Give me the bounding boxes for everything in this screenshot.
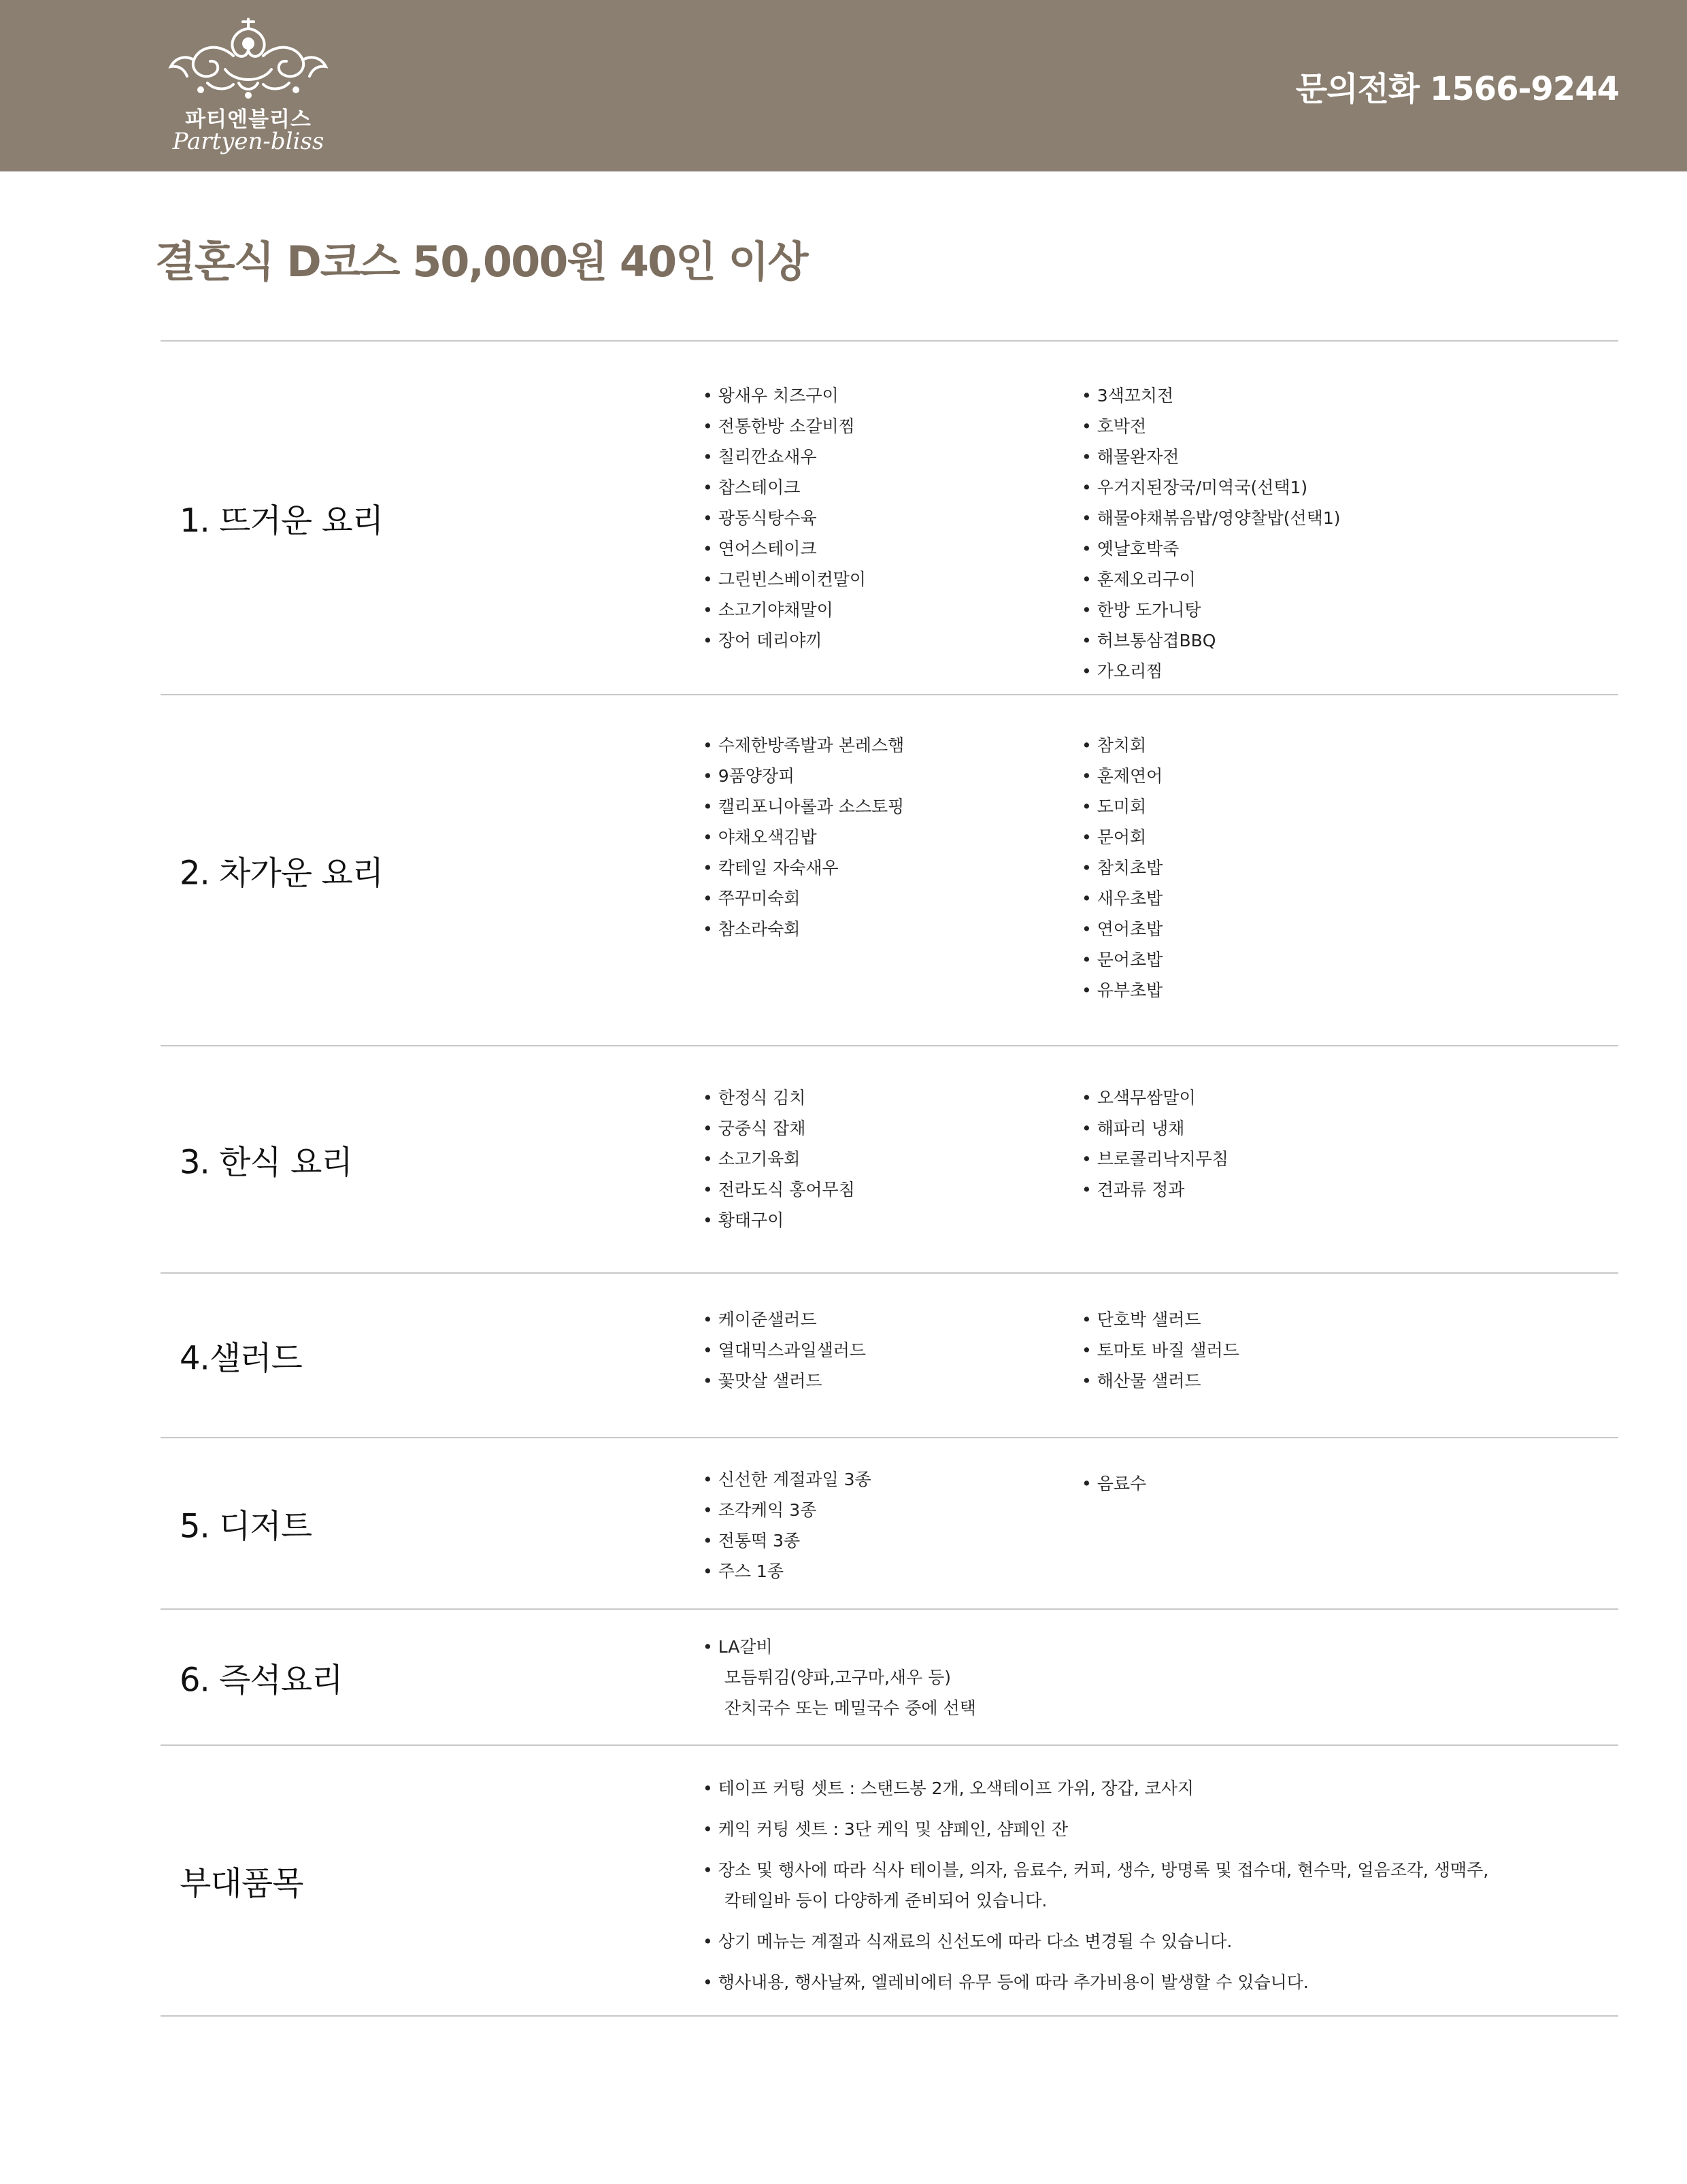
menu-item: • 허브통삼겹BBQ <box>1082 625 1341 656</box>
page-title: 결혼식 D코스 50,000원 40인 이상 <box>155 237 807 286</box>
page-header <box>0 0 1687 171</box>
menu-column-right <box>1082 1304 1239 1396</box>
menu-item: • 황태구이 <box>703 1205 855 1236</box>
menu-item: • 쭈꾸미숙회 <box>703 883 904 914</box>
section-title: 부대품목 <box>180 1864 303 1903</box>
menu-item: • 케이준샐러드 <box>703 1304 866 1335</box>
menu-item: • 해물야채볶음밥/영양찰밥(선택1) <box>1082 503 1341 533</box>
menu-item: • 연어초밥 <box>1082 914 1163 944</box>
section-title: 4.샐러드 <box>180 1339 302 1378</box>
menu-item: • 전통떡 3종 <box>703 1525 871 1556</box>
menu-item: • 주스 1종 <box>703 1556 871 1587</box>
menu-item: • 해산물 샐러드 <box>1082 1366 1239 1396</box>
contact-phone[interactable]: 문의전화 1566-9244 <box>1295 70 1619 108</box>
menu-column-right <box>1082 380 1341 686</box>
menu-item: • 가오리찜 <box>1082 656 1341 686</box>
menu-item: • 훈제연어 <box>1082 761 1163 791</box>
menu-item: • 전통한방 소갈비찜 <box>703 411 866 442</box>
menu-item: • 훈제오리구이 <box>1082 564 1341 595</box>
menu-item: • 참치초밥 <box>1082 853 1163 883</box>
section-title: 2. 차가운 요리 <box>180 854 384 893</box>
note-item: • 테이프 커팅 셋트 : 스탠드봉 2개, 오색테이프 가위, 장갑, 코사지 <box>703 1773 1488 1804</box>
menu-section-dessert <box>161 1438 1618 1610</box>
menu-column-left <box>703 1464 871 1587</box>
menu-item: • 옛날호박죽 <box>1082 533 1341 564</box>
section-title: 5. 디저트 <box>180 1507 312 1546</box>
menu-column-right <box>1082 1468 1146 1499</box>
menu-item: • 견과류 정과 <box>1082 1174 1229 1205</box>
menu-column-left <box>703 1632 976 1723</box>
note-item: • 케익 커팅 셋트 : 3단 케익 및 샴페인, 샴페인 잔 <box>703 1814 1488 1844</box>
menu-item: • 한정식 김치 <box>703 1082 855 1113</box>
menu-section-cold-dishes <box>161 695 1618 1046</box>
menu-column-left <box>703 380 866 656</box>
menu-item: • 호박전 <box>1082 411 1341 442</box>
menu-item: • 도미회 <box>1082 791 1163 822</box>
menu-column-right <box>1082 1082 1229 1205</box>
menu-item: • 그린빈스베이컨말이 <box>703 564 866 595</box>
extras-notes-list <box>703 1773 1488 1998</box>
menu-item: • 열대믹스과일샐러드 <box>703 1335 866 1366</box>
note-item: • 장소 및 행사에 따라 식사 테이블, 의자, 음료수, 커피, 생수, 방명록 및 접수대, 현수막, 얼음조각, 생맥주, <box>703 1855 1488 1885</box>
menu-item: • 조각케익 3종 <box>703 1495 871 1525</box>
menu-section-live-station <box>161 1610 1618 1746</box>
menu-section-hot-dishes <box>161 342 1618 695</box>
note-item: • 행사내용, 행사날짜, 엘레비에터 유무 등에 따라 추가비용이 발생할 수 있습니다. <box>703 1967 1488 1998</box>
menu-table <box>161 340 1618 2017</box>
menu-item: • 오색무쌈말이 <box>1082 1082 1229 1113</box>
menu-item: • 궁중식 잡채 <box>703 1113 855 1144</box>
menu-item: • 광동식탕수육 <box>703 503 866 533</box>
menu-item: • 신선한 계절과일 3종 <box>703 1464 871 1495</box>
menu-item: • LA갈비 <box>703 1632 976 1662</box>
menu-item: • 참치회 <box>1082 730 1163 761</box>
menu-item: • 우거지된장국/미역국(선택1) <box>1082 472 1341 503</box>
menu-column-left <box>703 1304 866 1396</box>
menu-section-extras <box>161 1746 1618 2017</box>
menu-item: • 해물완자전 <box>1082 442 1341 472</box>
section-title: 1. 뜨거운 요리 <box>180 501 384 540</box>
menu-section-salad <box>161 1274 1618 1438</box>
menu-item: • 꽃맛살 샐러드 <box>703 1366 866 1396</box>
menu-item: • 음료수 <box>1082 1468 1146 1499</box>
menu-item: • 전라도식 홍어무침 <box>703 1174 855 1205</box>
menu-item: • 소고기육회 <box>703 1144 855 1174</box>
brand-logo <box>160 15 337 158</box>
menu-item: • 새우초밥 <box>1082 883 1163 914</box>
section-title: 3. 한식 요리 <box>180 1143 352 1182</box>
menu-item: • 유부초밥 <box>1082 975 1163 1006</box>
menu-item: • 3색꼬치전 <box>1082 380 1341 411</box>
menu-column-left <box>703 1082 855 1236</box>
menu-item: • 소고기야채말이 <box>703 595 866 625</box>
menu-item: • 왕새우 치즈구이 <box>703 380 866 411</box>
menu-item: • 장어 데리야끼 <box>703 625 866 656</box>
menu-item: • 수제한방족발과 본레스햄 <box>703 730 904 761</box>
menu-item: • 토마토 바질 샐러드 <box>1082 1335 1239 1366</box>
menu-item: • 브로콜리낙지무침 <box>1082 1144 1229 1174</box>
menu-item: • 단호박 샐러드 <box>1082 1304 1239 1335</box>
menu-item: • 문어회 <box>1082 822 1163 853</box>
menu-item: • 칠리깐쇼새우 <box>703 442 866 472</box>
note-item-continued: 칵테일바 등이 다양하게 준비되어 있습니다. <box>724 1891 1048 1910</box>
menu-item-continued: 모듬튀김(양파,고구마,새우 등) <box>724 1668 952 1687</box>
menu-column-left <box>703 730 904 944</box>
menu-item: • 칵테일 자숙새우 <box>703 853 904 883</box>
menu-item-continued: 잔치국수 또는 메밀국수 중에 선택 <box>724 1698 976 1718</box>
menu-item: • 참소라숙회 <box>703 914 904 944</box>
menu-item: • 해파리 냉채 <box>1082 1113 1229 1144</box>
ornament-emblem-icon <box>160 15 337 103</box>
menu-item: • 한방 도가니탕 <box>1082 595 1341 625</box>
menu-section-korean-dishes <box>161 1046 1618 1274</box>
menu-item: • 야채오색김밥 <box>703 822 904 853</box>
section-title: 6. 즉석요리 <box>180 1661 343 1700</box>
menu-item: • 찹스테이크 <box>703 472 866 503</box>
menu-item: • 문어초밥 <box>1082 944 1163 975</box>
menu-column-right <box>1082 730 1163 1006</box>
note-item: • 상기 메뉴는 계절과 식재료의 신선도에 따라 다소 변경될 수 있습니다. <box>703 1926 1488 1957</box>
logo-korean-text: 파티엔블리스 <box>185 107 312 132</box>
menu-item: • 캘리포니아롤과 소스토핑 <box>703 791 904 822</box>
menu-item: • 연어스테이크 <box>703 533 866 564</box>
menu-item: • 9품양장피 <box>703 761 904 791</box>
logo-english-text: Partyen-bliss <box>172 128 324 155</box>
